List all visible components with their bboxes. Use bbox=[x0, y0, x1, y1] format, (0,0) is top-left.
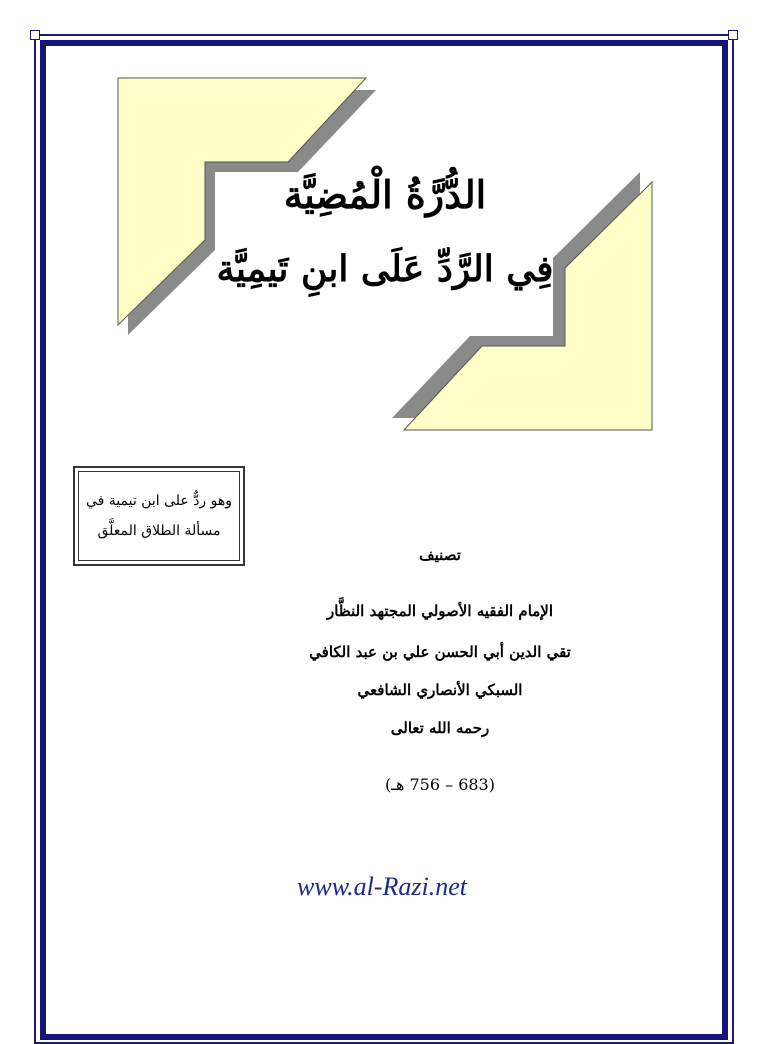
authored-by-label: تصنيف bbox=[419, 546, 461, 564]
author-line-2: تقي الدين أبي الحسن علي بن عبد الكافي bbox=[309, 643, 571, 661]
author-dates: (683 – 756 هـ) bbox=[385, 775, 495, 794]
author-line-1: الإمام الفقيه الأصولي المجتهد النظَّار bbox=[326, 602, 554, 620]
book-title-line-2: فِي الرَّدِّ عَلَى ابنِ تَيمِيَّة bbox=[216, 248, 554, 290]
author-line-4: رحمه الله تعالى bbox=[390, 719, 490, 737]
lower-panel bbox=[404, 182, 652, 430]
subject-note-line-2: مسألة الطلاق المعلَّق bbox=[97, 523, 221, 539]
author-line-3: السبكي الأنصاري الشافعي bbox=[357, 681, 523, 699]
subject-note-line-1: وهو ردٌّ على ابن تيمية في bbox=[85, 493, 233, 509]
book-title-line-1: الدُّرَّةُ الْمُضِيَّة bbox=[283, 172, 487, 217]
website-link[interactable]: www.al-Razi.net bbox=[297, 872, 467, 901]
